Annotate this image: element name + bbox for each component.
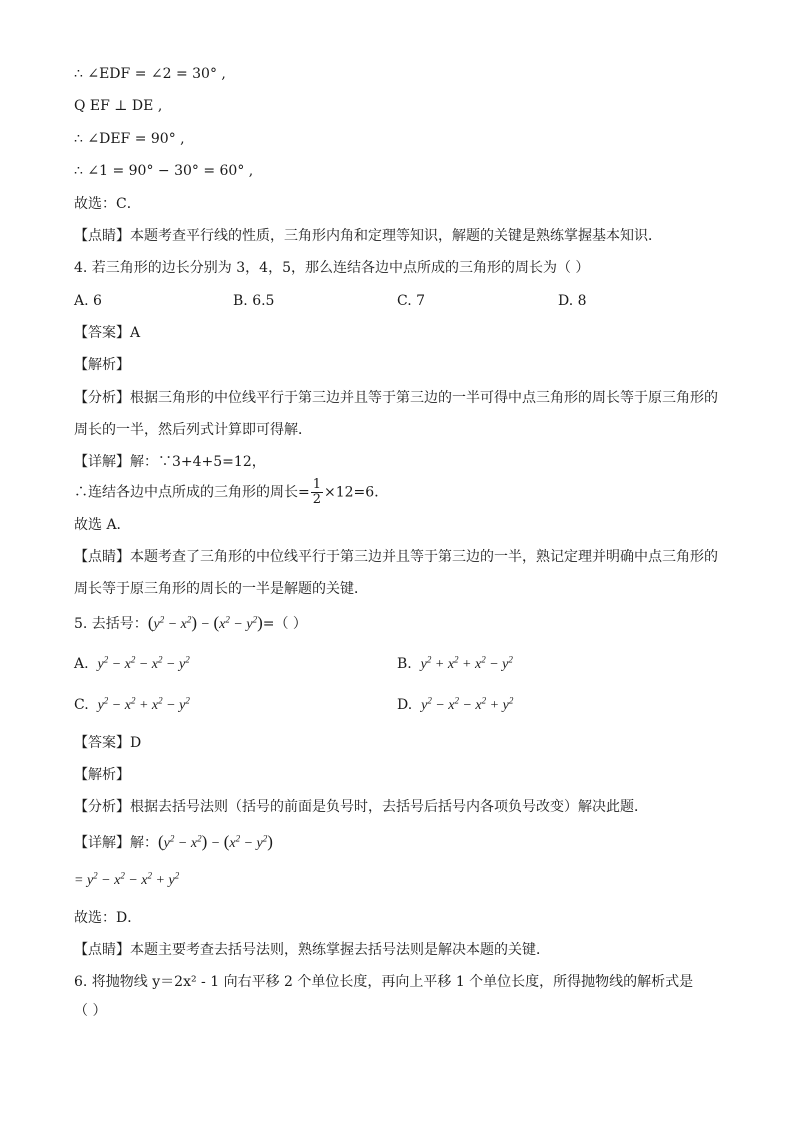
q4-comment-2: 周长等于原三角形的周长的一半是解题的关键． [74,581,368,597]
q5-stem [74,613,307,635]
q3-comment: 【点睛】本题考查平行线的性质，三角形内角和定理等知识，解题的关键是熟练掌握基本知识． [74,228,662,244]
q4-detail: 【详解】解：∵3+4+5=12， [74,454,266,470]
q4-option-d: D. 8 [558,293,587,309]
q4-calculation [74,478,388,507]
step-angle-1: ∴ ∠1 = 90° − 30° = 60° , [74,163,254,179]
q5-analysis: 【分析】根据去括号法则（括号的前面是负号时，去括号后括号内各项负号改变）解决此题． [74,799,648,815]
q6-stem-1: 6. 将抛物线 y＝2x² - 1 向右平移 2 个单位长度，再向上平移 1 个单位长度，所得抛物线的解析式是 [74,974,694,990]
q4-analysis-heading: 【解析】 [74,357,130,373]
q4-option-b: B. 6.5 [233,293,275,309]
q5-detail-label: 【详解】解： [74,835,158,851]
step-angle-def: ∴ ∠DEF = 90° , [74,131,185,147]
q4-calc-result: ×12=6． [324,484,389,501]
step-perpendicular: Q EF ⊥ DE , [74,98,163,114]
q5-suffix: =（ ） [262,616,307,632]
q5-detail-expression: $(y^2 - x^2) - (x^2 - y^2)$ [158,832,273,851]
q4-choice: 故选 A． [74,517,131,533]
q5-option-a: A. $y^2 - x^2 - x^2 - y^2$ [74,654,190,672]
q5-option-d: D. $y^2 - x^2 - x^2 + y^2$ [397,695,514,713]
q5-option-b: B. $y^2 + x^2 + x^2 - y^2$ [397,654,513,672]
q5-prefix: 5. 去括号： [74,616,148,632]
step-angle-edf: ∴ ∠EDF = ∠2 = 30° , [74,66,226,82]
q5-analysis-heading: 【解析】 [74,767,130,783]
q4-fraction [311,478,323,507]
q5-comment: 【点睛】本题主要考查去括号法则，熟练掌握去括号法则是解决本题的关键． [74,942,550,958]
q4-option-c: C. 7 [397,293,426,309]
q4-analysis-2: 周长的一半，然后列式计算即可得解． [74,422,312,438]
q4-answer: 【答案】A [74,325,141,341]
q4-comment-1: 【点睛】本题考查了三角形的中位线平行于第三边并且等于第三边的一半，熟记定理并明确中点三角形的 [74,549,718,565]
q6-stem-2: （ ） [74,1003,107,1019]
q4-analysis-1: 【分析】根据三角形的中位线平行于第三边并且等于第三边的一半可得中点三角形的周长等于原三角形的 [74,390,718,406]
q5-detail [74,832,273,854]
fraction-denominator: 2 [312,492,322,507]
fraction-numerator: 1 [312,477,322,492]
q5-choice: 故选：D． [74,910,142,926]
q4-stem: 4. 若三角形的边长分别为 3，4，5，那么连结各边中点所成的三角形的周长为（ ） [74,260,590,276]
q4-option-a: A. 6 [74,293,102,309]
q5-answer: 【答案】D [74,735,142,751]
q5-option-c: C. $y^2 - x^2 + x^2 - y^2$ [74,695,190,713]
q5-detail-result: = $y^2 - x^2 - x^2 + y^2$ [74,870,180,888]
q3-choice: 故选：C． [74,196,141,212]
q4-calc-text: ∴连结各边中点所成的三角形的周长= [74,484,310,501]
q5-expression: $(y^2 - x^2) - (x^2 - y^2)$ [147,613,263,632]
